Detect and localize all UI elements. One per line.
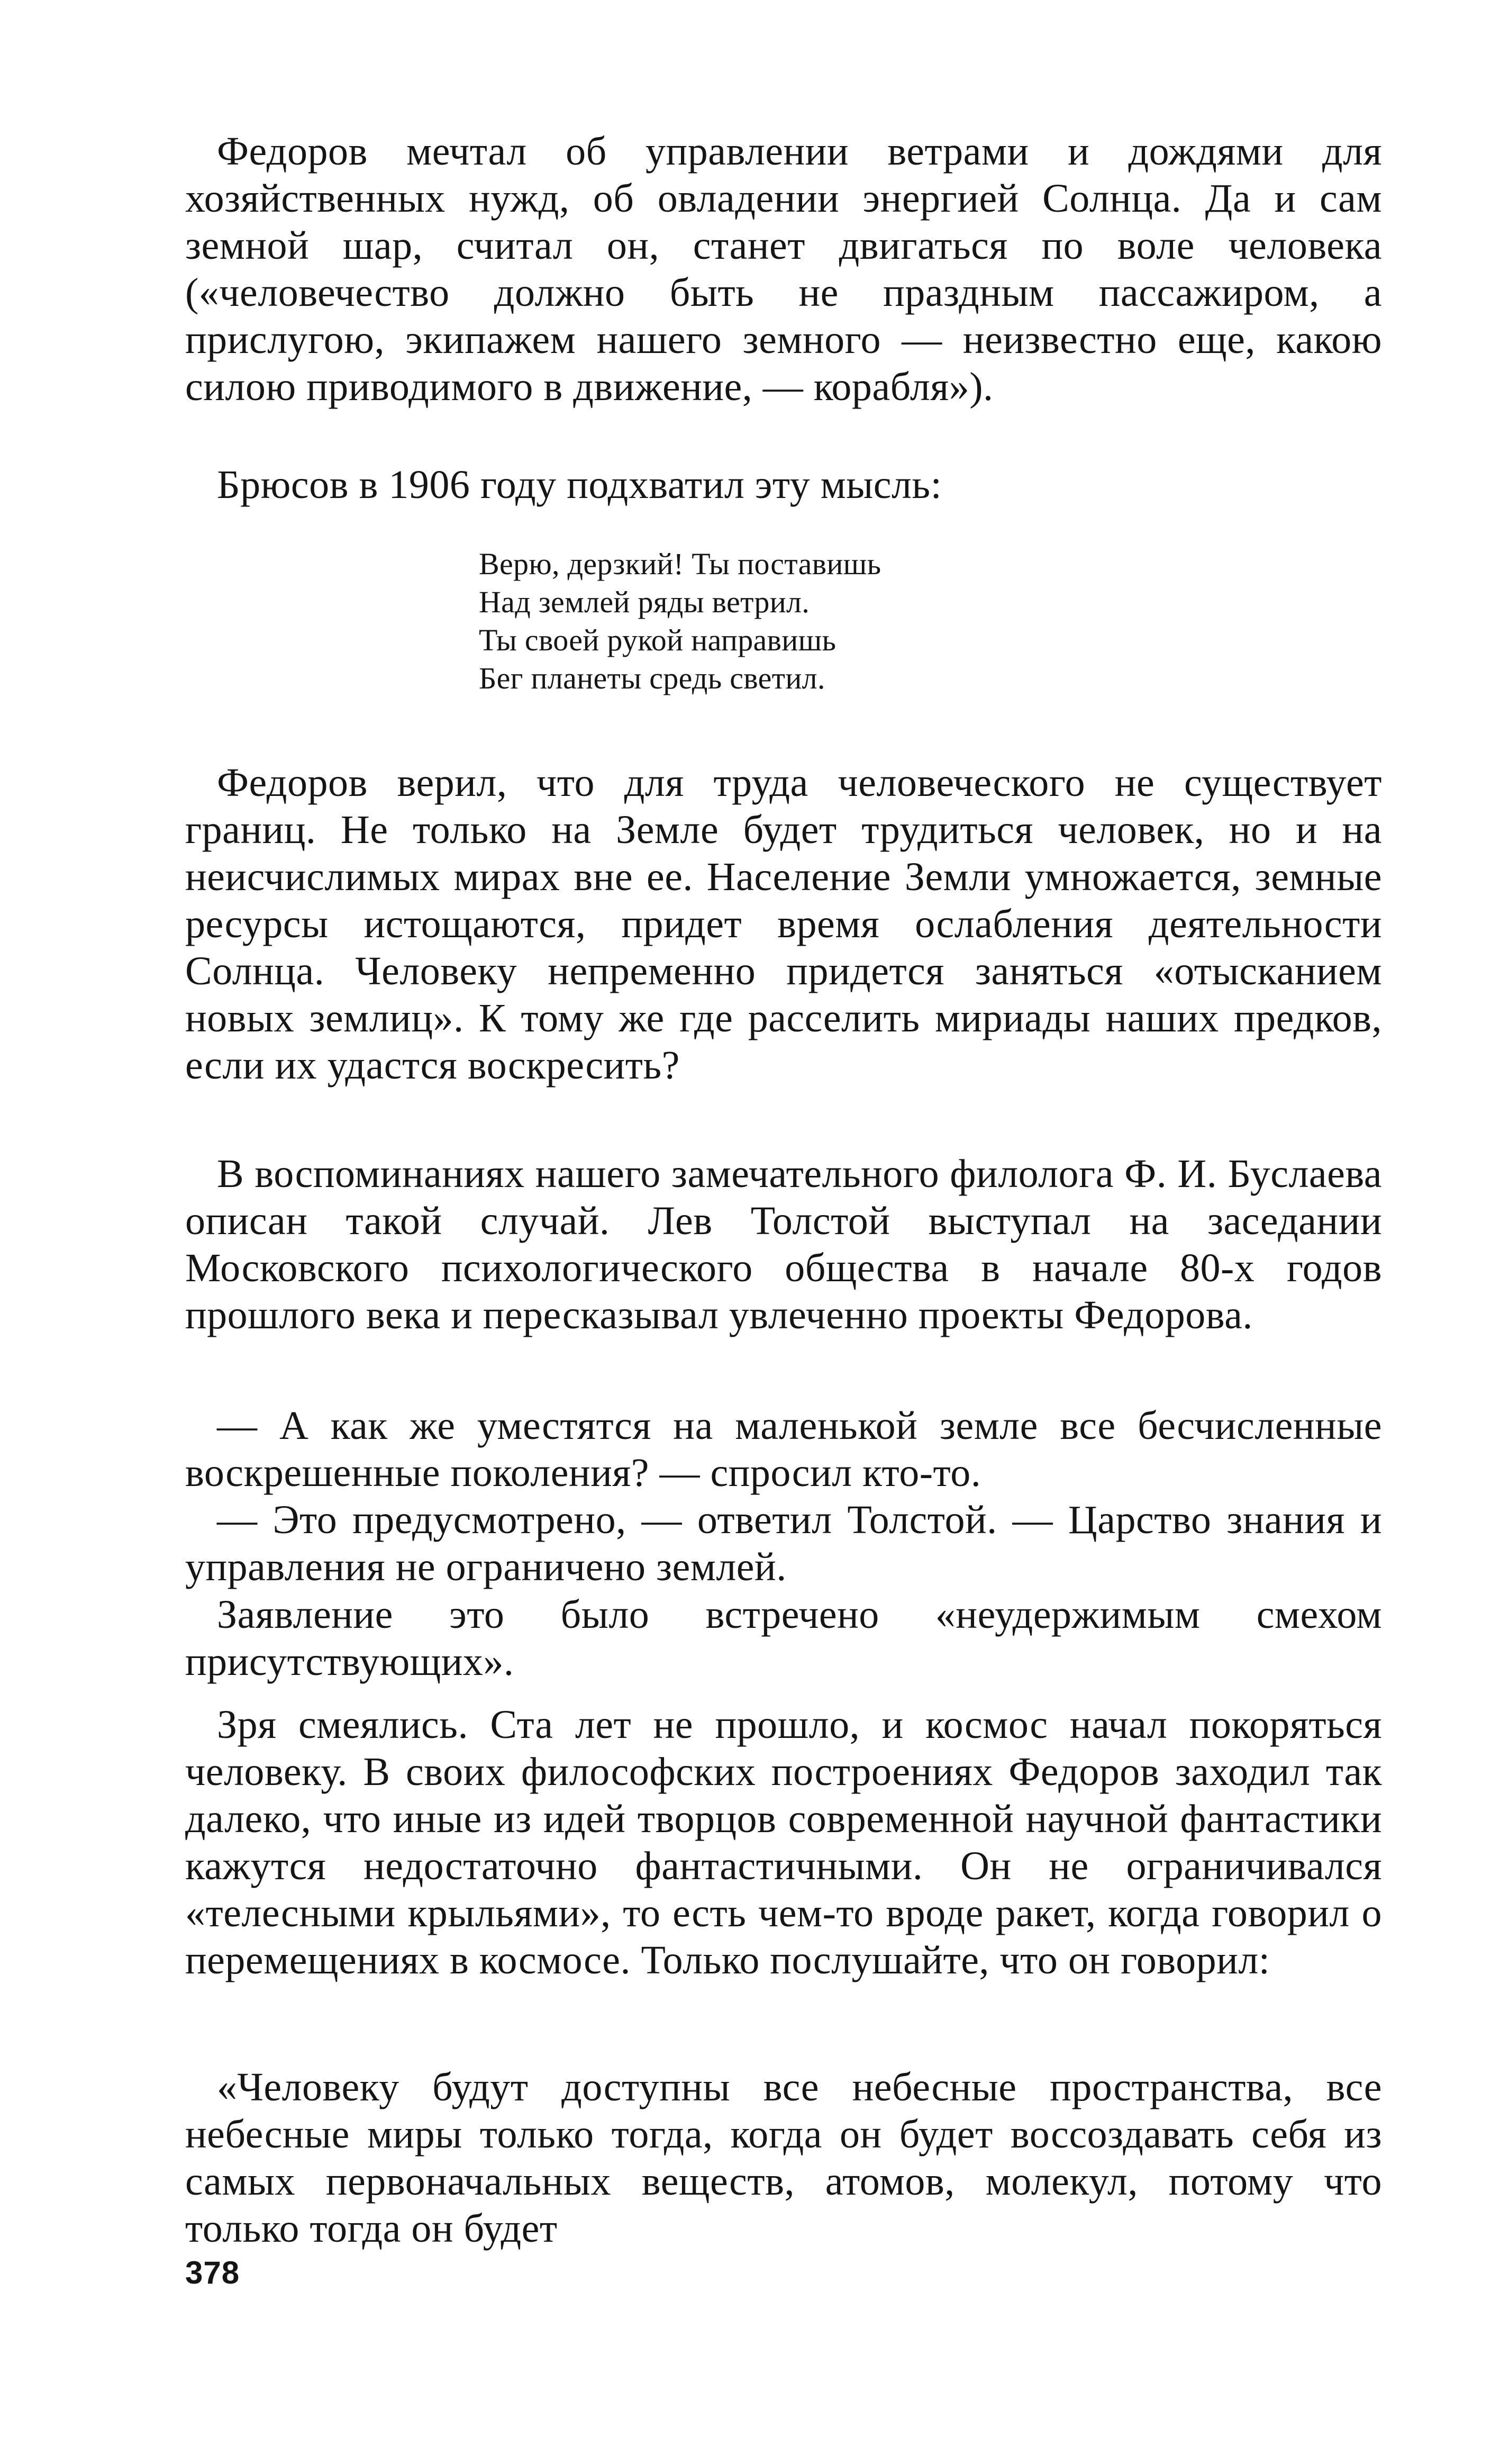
bryusov-verse [479, 545, 1114, 697]
verse-line: Ты своей рукой направишь [479, 623, 837, 657]
paragraph-fedorov-dream: Федоров мечтал об управлении ветрами и дождями для хозяйственных нужд, об овладении энергией Солнца. Да и сам земной шар, считал он, станет двигаться по воле человека («человечество должно быть не праздным пассажиром, а прислугою, экипажем нашего земного — неизвестно еще, какою силою приводимого в движение, — корабля»). [185, 129, 1382, 409]
page-number: 378 [185, 2255, 240, 2290]
paragraph-bryusov-intro: Брюсов в 1906 году подхватил эту мысль: [217, 463, 942, 507]
paragraph-tolstoy-answer: — Это предусмотрено, — ответил Толстой. — Царство знания и управления не ограничено землей. [185, 1498, 1382, 1589]
paragraph-buslaev-memoir: В воспоминаниях нашего замечательного филолога Ф. И. Буслаева описан такой случай. Лев Толстой выступал на заседании Московского психологического общества в начале 80-х годов прошлого века и пересказывал увлеченно проекты Федорова. [185, 1152, 1382, 1337]
paragraph-fedorov-quote: «Человеку будут доступны все небесные пространства, все небесные миры только тогда, когда он будет воссоздавать себя из самых первоначальных веществ, атомов, молекул, потому что только тогда он будет [185, 2065, 1382, 2251]
paragraph-question: — А как же уместятся на маленькой земле все бесчисленные воскрешенные поколения? — спросил кто-то. [185, 1403, 1382, 1495]
paragraph-space: Зря смеялись. Ста лет не прошло, и космос начал покоряться человеку. В своих философских построениях Федоров заходил так далеко, что иные из идей творцов современной научной фантастики кажутся недостаточно фантастичными. Он не ограничивался «телесными крыльями», то есть чем-то вроде ракет, когда говорил о перемещениях в космосе. Только послушайте, что он говорил: [185, 1702, 1382, 1982]
verse-line: Над землей ряды ветрил. [479, 585, 810, 619]
paragraph-fedorov-labour: Федоров верил, что для труда человеческого не существует границ. Не только на Земле будет трудиться человек, но и на неисчислимых мирах вне ее. Население Земли умножается, земные ресурсы истощаются, придет время ослабления деятельности Солнца. Человеку непременно придется заняться «отысканием новых землиц». К тому же где расселить мириады наших предков, если их удастся воскресить? [185, 760, 1382, 1088]
verse-line: Бег планеты средь светил. [479, 661, 825, 695]
paragraph-laughter: Заявление это было встречено «неудержимым смехом присутствующих». [185, 1592, 1382, 1684]
verse-line: Верю, дерзкий! Ты поставишь [479, 547, 881, 581]
